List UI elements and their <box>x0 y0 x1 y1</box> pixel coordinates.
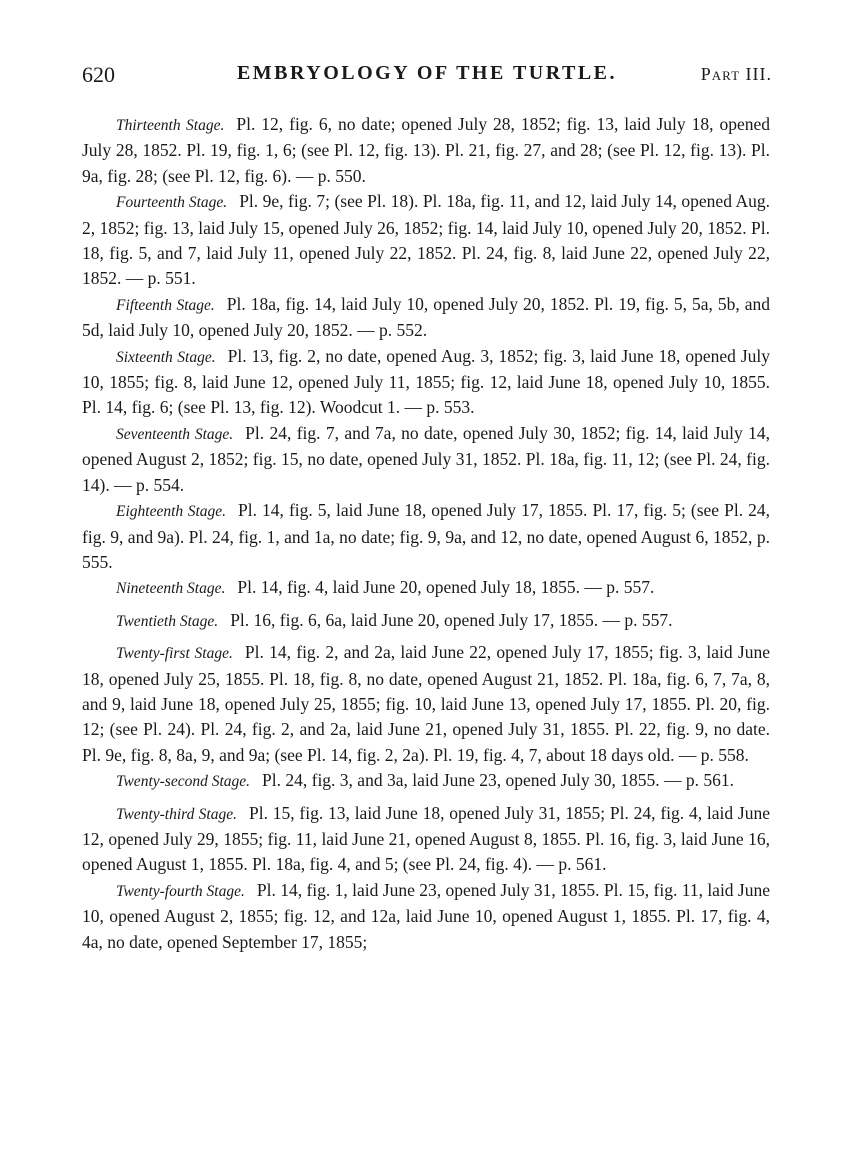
stage-text: Pl. 14, fig. 5, laid June 18, opened July 17, 1855. Pl. 17, fig. 5; (see Pl. 24, fig. 9, and 9a). Pl. 24, fig. 1, and 1a, no date; fig. 9, 9a, and 12, no date, opened August 6, 1852, p. 555. <box>82 500 770 572</box>
stage-text: Pl. 9e, fig. 7; (see Pl. 18). Pl. 18a, fig. 11, and 12, laid July 14, opened Aug. 2, 1852; fig. 13, laid July 15, opened July 26, 1852; fig. 14, laid July 10, opened July 20, 1852. Pl. 18, fig. 5, and 7, laid July 11, opened July 22, 1852. Pl. 24, fig. 8, laid June 22, opened July 22, 1852. — p. 551. <box>82 191 770 289</box>
stage-text: Pl. 24, fig. 3, and 3a, laid June 23, opened July 30, 1855. — p. 561. <box>262 770 734 791</box>
running-title: EMBRYOLOGY OF THE TURTLE. <box>236 62 618 84</box>
stage-paragraph-24 <box>82 878 770 955</box>
stage-text: Pl. 18a, fig. 14, laid July 10, opened July 20, 1852. Pl. 19, fig. 5, 5a, 5b, and 5d, laid July 10, opened July 20, 1852. — p. 552. <box>82 293 770 341</box>
page-number: 620 <box>82 62 115 87</box>
stage-text: Pl. 24, fig. 7, and 7a, no date, opened July 30, 1852; fig. 14, laid July 14, opened August 2, 1852; fig. 15, no date, opened July 31, 1852. Pl. 18a, fig. 11, 12; (see Pl. 24, fig. 14). — p. 554. <box>82 422 771 495</box>
stage-title: Thirteenth Stage. <box>116 117 225 134</box>
stage-paragraph-22 <box>82 768 770 794</box>
stage-title: Twenty-fourth Stage. <box>116 882 245 900</box>
stage-text: Pl. 14, fig. 2, and 2a, laid June 22, opened July 17, 1855; fig. 3, laid June 18, opened July 25, 1855. Pl. 18, fig. 8, no date, opened August 21, 1852. Pl. 18a, fig. 6, 7, 7a, 8, and 9, laid June 18, opened July 25, 1855; fig. 10, laid June 13, opened July 17, 1855. Pl. 20, fig. 12; (see Pl. 24). Pl. 24, fig. 2, and 2a, laid June 21, opened July 31, 1855. Pl. 22, fig. 9, no date. Pl. 9e, fig. 8, 8a, 9, and 9a; (see Pl. 14, fig. 2, 2a). Pl. 19, fig. 4, 7, about 18 days old. — p. 558. <box>82 642 770 765</box>
part-label: Part III. <box>700 64 772 84</box>
stage-title: Nineteenth Stage. <box>116 580 226 598</box>
stage-paragraph-14 <box>82 189 770 292</box>
stage-paragraph-13 <box>82 112 770 189</box>
stage-paragraph-23 <box>82 801 770 878</box>
stage-paragraph-21 <box>82 640 770 768</box>
stage-paragraph-15 <box>82 292 770 344</box>
stage-title: Twenty-second Stage. <box>116 773 251 791</box>
stage-title: Fifteenth Stage. <box>116 296 215 314</box>
page-header <box>82 62 772 92</box>
stage-title: Twenty-first Stage. <box>116 645 233 663</box>
stage-title: Fourteenth Stage. <box>116 194 228 212</box>
stage-title: Twentieth Stage. <box>116 612 219 630</box>
stage-title: Eighteenth Stage. <box>116 503 227 521</box>
stage-paragraph-19 <box>82 575 770 601</box>
stage-text: Pl. 14, fig. 1, laid June 23, opened July 31, 1855. Pl. 15, fig. 11, laid June 10, opened August 2, 1855; fig. 12, and 12a, laid June 10, opened August 1, 1855. Pl. 17, fig. 4, 4a, no date, opened September 17, 1855; <box>82 879 771 952</box>
stage-title: Seventeenth Stage. <box>116 425 234 443</box>
stage-text: Pl. 12, fig. 6, no date; opened July 28, 1852; fig. 13, laid July 18, opened July 28, 1852. Pl. 19, fig. 1, 6; (see Pl. 12, fig. 13). Pl. 21, fig. 27, and 28; (see Pl. 12, fig. 13). Pl. 9a, fig. 28; (see Pl. 12, fig. 6). — p. 550. <box>82 114 770 186</box>
stage-text: Pl. 13, fig. 2, no date, opened Aug. 3, 1852; fig. 3, laid June 18, opened July 10, 1855; fig. 8, laid June 12, opened July 11, 1855; fig. 12, laid June 18, opened July 10, 1855. Pl. 14, fig. 6; (see Pl. 13, fig. 12). Woodcut 1. — p. 553. <box>82 345 771 418</box>
stage-title: Twenty-third Stage. <box>116 805 237 823</box>
stage-paragraph-18 <box>82 498 770 575</box>
stage-text: Pl. 14, fig. 4, laid June 20, opened July 18, 1855. — p. 557. <box>237 577 655 598</box>
body-text <box>82 112 770 955</box>
stage-paragraph-16 <box>82 344 770 421</box>
stage-paragraph-20 <box>82 608 770 634</box>
stage-paragraph-17 <box>82 421 770 498</box>
stage-title: Sixteenth Stage. <box>116 348 216 366</box>
stage-text: Pl. 15, fig. 13, laid June 18, opened July 31, 1855; Pl. 24, fig. 4, laid June 12, opened July 29, 1855; fig. 11, laid June 21, opened August 8, 1855. Pl. 16, fig. 3, laid June 16, opened August 1, 1855. Pl. 18a, fig. 4, and 5; (see Pl. 24, fig. 4). — p. 561. <box>82 802 770 875</box>
stage-text: Pl. 16, fig. 6, 6a, laid June 20, opened July 17, 1855. — p. 557. <box>230 609 673 630</box>
